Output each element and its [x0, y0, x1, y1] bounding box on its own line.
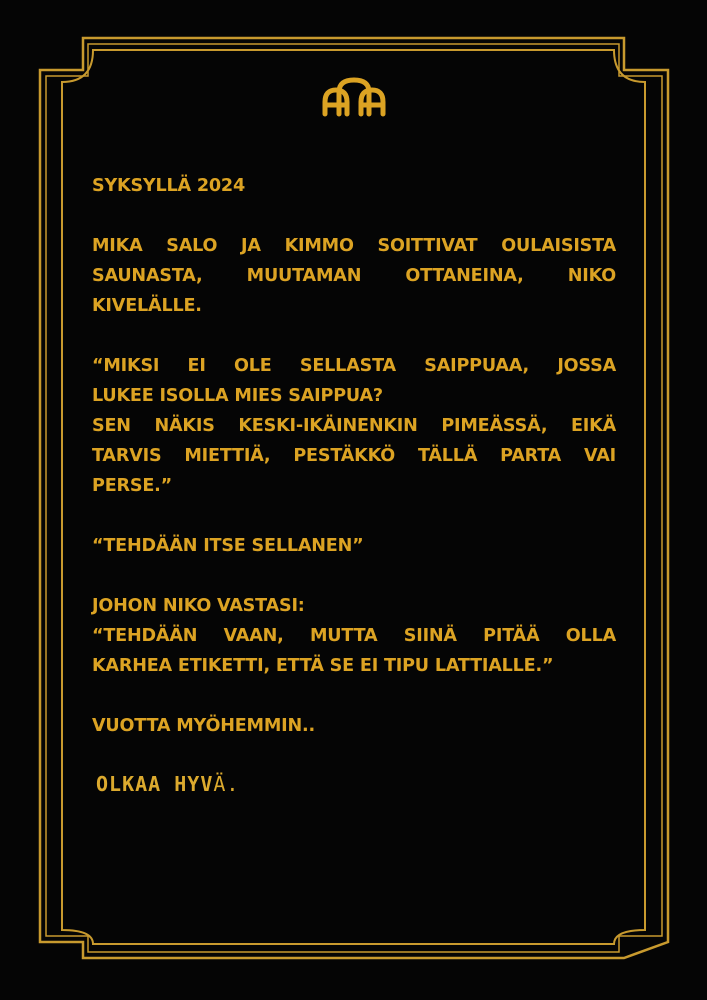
heading-line: SYKSYLLÄ 2024 [92, 176, 245, 196]
later-line: VUOTTA MYÖHEMMIN.. [92, 716, 316, 736]
quote-paragraph-1 [92, 351, 616, 501]
intro-line-1: MIKA SALO JA KIMMO SOITTIVAT OULAISISTA [92, 236, 616, 256]
reply-intro-line: JOHON NIKO VASTASI: [92, 596, 305, 616]
story-text [92, 171, 616, 771]
quote1-line-3: SEN NÄKIS KESKI-IKÄINENKIN PIMEÄSSÄ, EIKÄ [92, 416, 616, 436]
quote1-line-5: PERSE.” [92, 476, 172, 496]
closing-line [96, 772, 239, 796]
quote1-line-4: TARVIS MIETTIÄ, PESTÄKKÖ TÄLLÄ PARTA VAI [92, 446, 616, 466]
later-paragraph [92, 711, 616, 741]
quote2-line: “TEHDÄÄN ITSE SELLANEN” [92, 536, 364, 556]
intro-line-2: SAUNASTA, MUUTAMAN OTTANEINA, NIKO [92, 266, 616, 286]
story-heading [92, 171, 616, 201]
intro-line-3: KIVELÄLLE. [92, 296, 202, 316]
reply-line-1: “TEHDÄÄN VAAN, MUTTA SIINÄ PITÄÄ OLLA [92, 626, 616, 646]
quote-paragraph-2 [92, 531, 616, 561]
closing-tail: Ä. [213, 772, 240, 796]
reply-line-2: KARHEA ETIKETTI, ETTÄ SE EI TIPU LATTIALLE.” [92, 656, 554, 676]
closing-main: OLKAA HYV [96, 772, 214, 796]
abc-monogram-icon [319, 74, 389, 120]
quote1-line-2: LUKEE ISOLLA MIES SAIPPUA? [92, 386, 383, 406]
reply-paragraph [92, 591, 616, 681]
quote1-line-1: “MIKSI EI OLE SELLASTA SAIPPUAA, JOSSA [92, 356, 616, 376]
intro-paragraph [92, 231, 616, 321]
